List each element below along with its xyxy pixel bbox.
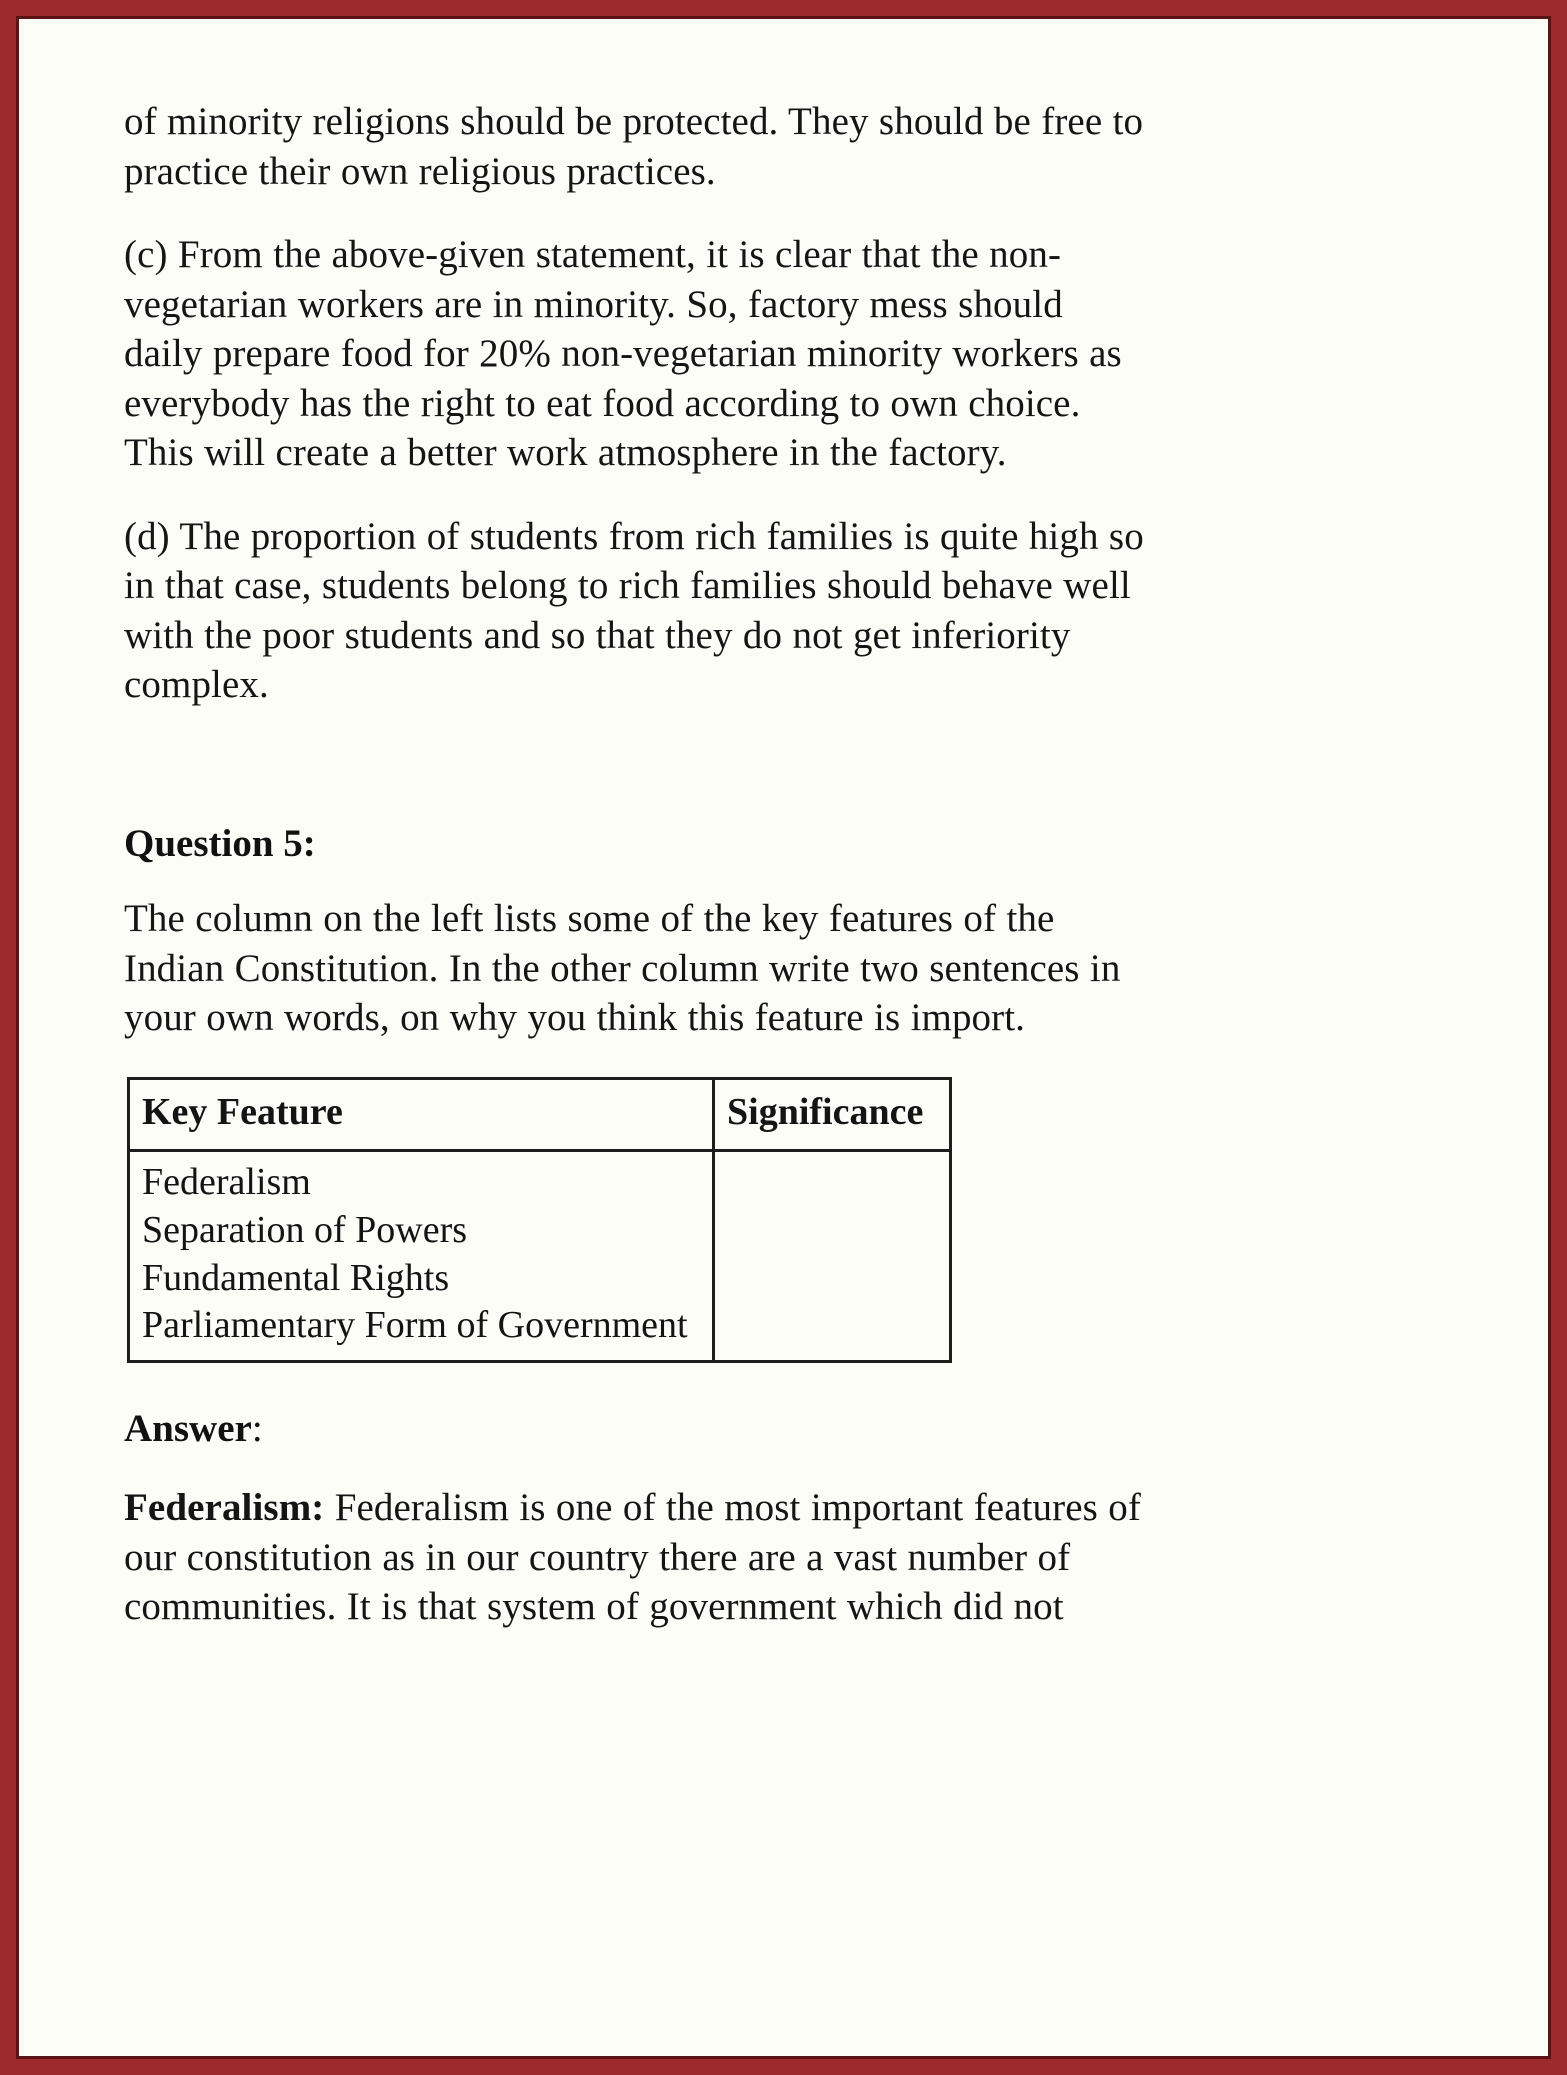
table-answer-spacer bbox=[124, 1363, 1144, 1405]
column-header-key-feature: Key Feature bbox=[129, 1078, 714, 1150]
table-header-row bbox=[129, 1078, 951, 1150]
answer-federalism-paragraph bbox=[124, 1483, 1144, 1632]
answer-label: Answer bbox=[124, 1406, 252, 1450]
key-feature-cell bbox=[129, 1151, 714, 1361]
list-item: Parliamentary Form of Government bbox=[142, 1304, 688, 1347]
document-content bbox=[124, 97, 1144, 1632]
question-5-text: The column on the left lists some of the key features of the Indian Constitution. In the other column write two sentences in your own words, on why you think this feature is import. bbox=[124, 897, 1121, 1040]
key-feature-table bbox=[127, 1077, 952, 1363]
key-feature-list bbox=[142, 1159, 702, 1349]
answer-federalism-text: Federalism is one of the most important features of our constitution as in our country there are a vast number of communities. It is that system of government which did not bbox=[124, 1486, 1141, 1629]
section-spacer bbox=[124, 744, 1144, 820]
paragraph-d: (d) The proportion of students from rich families is quite high so in that case, students belong to rich families should behave well with the poor students and so that they do not get inferiority complex. bbox=[124, 514, 1144, 707]
column-header-significance: Significance bbox=[714, 1078, 951, 1150]
page-content-area bbox=[16, 16, 1551, 2059]
paragraph-continued: of minority religions should be protected. They should be free to practice their own religious practices. bbox=[124, 100, 1144, 193]
answer-label-suffix: : bbox=[251, 1406, 263, 1450]
answer-federalism-term: Federalism: bbox=[124, 1486, 325, 1530]
answer-heading bbox=[124, 1405, 1144, 1454]
list-item: Fundamental Rights bbox=[142, 1256, 450, 1299]
table-row bbox=[129, 1151, 951, 1361]
question-5-heading: Question 5: bbox=[124, 821, 316, 865]
significance-cell bbox=[714, 1151, 951, 1361]
list-item: Federalism bbox=[142, 1161, 311, 1204]
paragraph-c: (c) From the above-given statement, it is clear that the non-vegetarian workers are in minority. So, factory mess should daily prepare food for 20% non-vegetarian minority workers as everybody has the right to eat food according to own choice. This will create a better work atmosphere in the factory. bbox=[124, 233, 1122, 475]
list-item: Separation of Powers bbox=[142, 1208, 468, 1251]
